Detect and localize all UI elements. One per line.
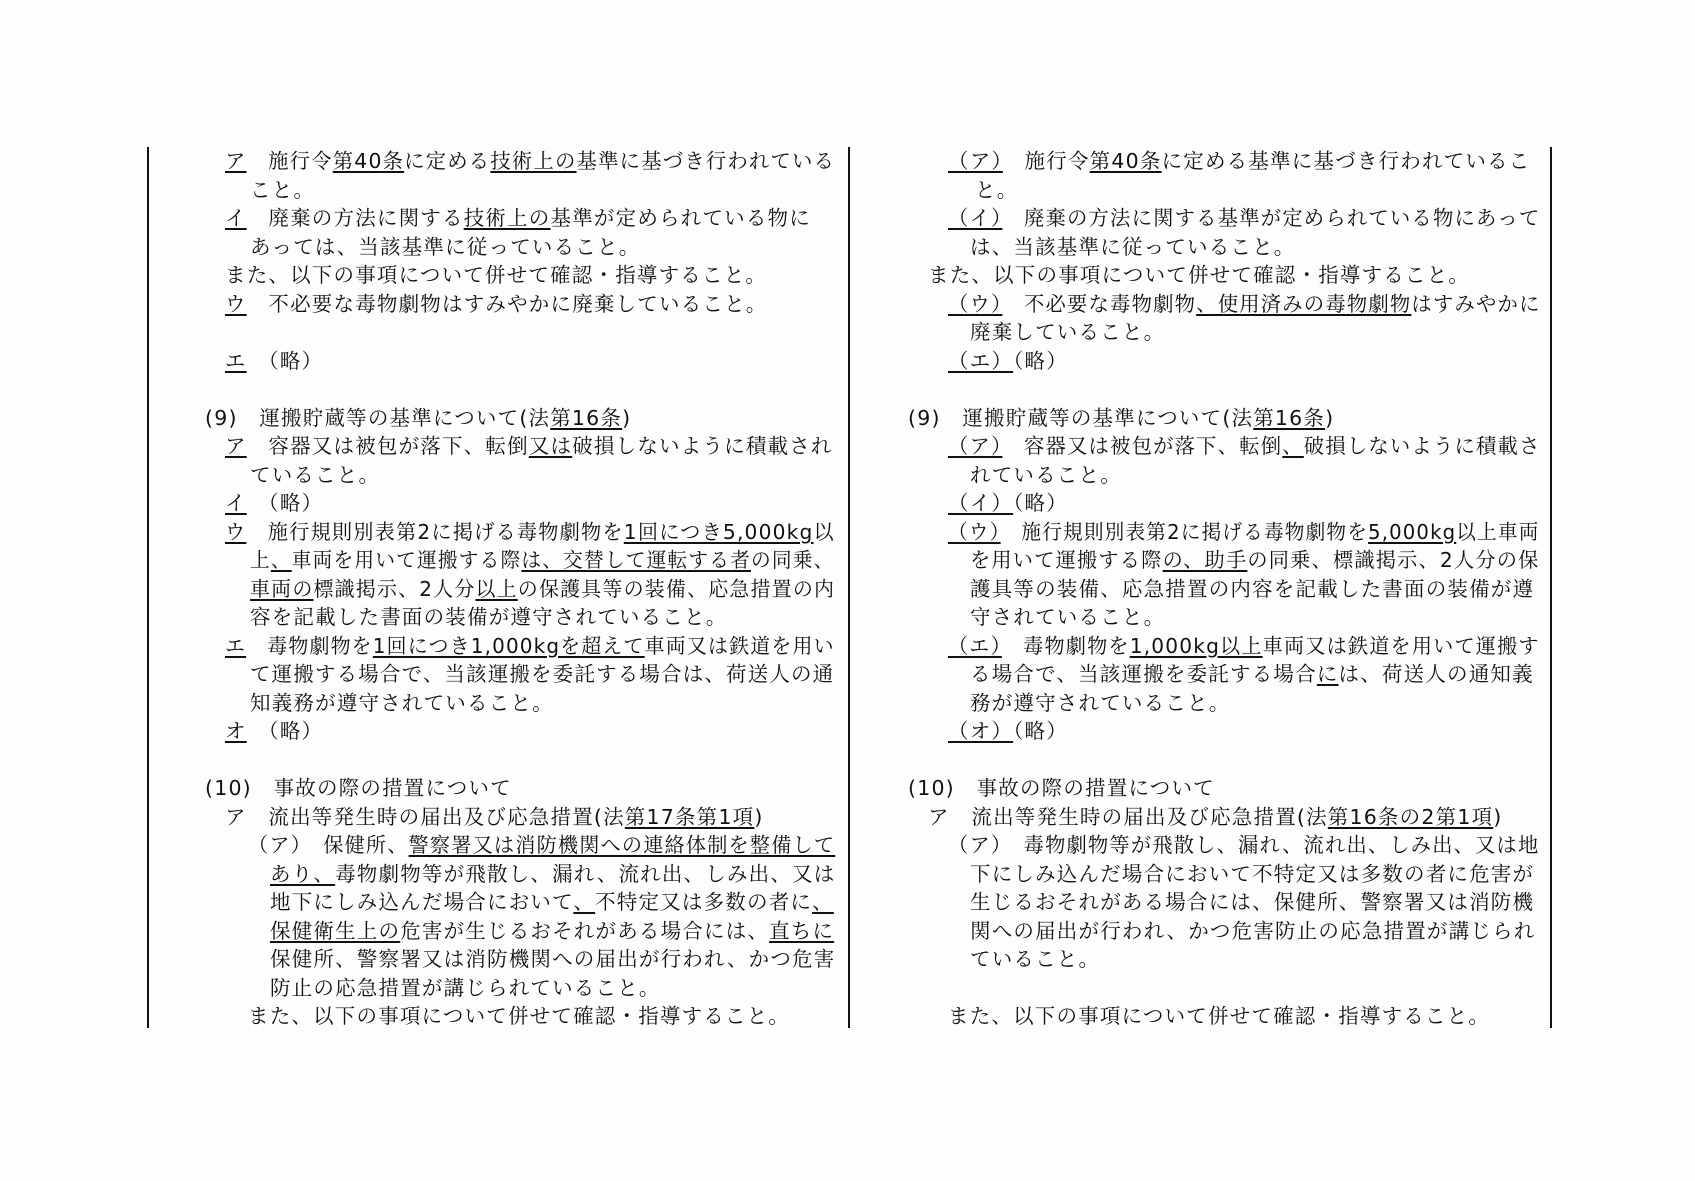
text-line bbox=[205, 774, 512, 802]
amended-text-underlined: （オ） bbox=[948, 719, 1014, 743]
text-segment: こと。 bbox=[250, 177, 316, 202]
text-line bbox=[970, 233, 1296, 261]
text-line bbox=[970, 860, 1534, 888]
text-segment: また、以下の事項について併せて確認・指導すること。 bbox=[928, 263, 1471, 287]
text-segment: 不特定又は多数の者に bbox=[595, 890, 813, 914]
text-line bbox=[970, 461, 1122, 489]
amended-text-underlined: （イ） bbox=[948, 206, 1003, 230]
text-line bbox=[250, 546, 835, 574]
amended-text-underlined: 第16条の2第1項 bbox=[1327, 804, 1494, 829]
amended-text-underlined: 警察署又は消防機関への連絡体制を整備して bbox=[408, 833, 836, 857]
amended-text-underlined: エ bbox=[225, 348, 247, 373]
text-line bbox=[250, 176, 315, 204]
text-segment: 以上車両 bbox=[1456, 519, 1540, 544]
amended-text-underlined: 直ちに bbox=[769, 918, 835, 943]
text-segment: (10) 事故の際の措置について bbox=[908, 776, 1215, 800]
amended-text-underlined: ア bbox=[225, 434, 247, 458]
amended-text-underlined: 5,000kg bbox=[1368, 519, 1457, 544]
text-segment: 基準が定められている物に bbox=[550, 206, 811, 230]
text-line bbox=[948, 1002, 1490, 1030]
text-segment: 容器又は被包が落下、転倒 bbox=[246, 434, 529, 458]
text-segment: 不必要な毒物劇物 bbox=[1002, 291, 1197, 316]
amended-text-underlined: （ウ） bbox=[948, 519, 1001, 544]
amended-text-underlined: ウ bbox=[225, 519, 247, 544]
text-segment: ) bbox=[1493, 804, 1503, 829]
text-line bbox=[908, 404, 1334, 432]
text-line bbox=[248, 1002, 790, 1030]
amended-text-underlined: イ bbox=[225, 206, 247, 230]
amended-text-underlined: エ bbox=[225, 633, 247, 658]
text-segment: と。 bbox=[975, 177, 1019, 202]
amended-text-underlined: （ウ） bbox=[948, 291, 1003, 316]
amended-text-underlined: 、 bbox=[1282, 434, 1304, 458]
text-line bbox=[270, 917, 834, 945]
text-segment: （ア） 保健所、 bbox=[248, 833, 409, 857]
text-line bbox=[225, 632, 835, 660]
text-line bbox=[970, 318, 1165, 346]
text-segment: 廃棄の方法に関する bbox=[246, 206, 464, 230]
text-line bbox=[225, 518, 835, 546]
text-segment: はすみやかに bbox=[1411, 291, 1541, 316]
text-segment: 危害が生じるおそれがある場合には、 bbox=[400, 918, 770, 943]
text-line bbox=[948, 518, 1540, 546]
text-segment: に定める基準に基づき行われているこ bbox=[1161, 149, 1531, 173]
amended-text-underlined: 車両の bbox=[250, 576, 314, 601]
text-segment: あっては、当該基準に従っていること。 bbox=[250, 234, 641, 259]
text-line bbox=[250, 233, 640, 261]
text-line bbox=[928, 803, 1502, 831]
text-segment: 上 bbox=[250, 548, 271, 572]
text-segment: 務が遵守されていること。 bbox=[970, 690, 1231, 715]
text-segment: 以 bbox=[813, 519, 835, 544]
text-line bbox=[970, 917, 1535, 945]
text-line bbox=[975, 176, 1018, 204]
text-line bbox=[225, 347, 323, 375]
amended-text-underlined: 保健衛生上の bbox=[270, 918, 401, 943]
text-segment: 施行規則別表第2に掲げる毒物劇物を bbox=[246, 519, 624, 544]
text-segment: 車両を用いて運搬する際 bbox=[291, 548, 522, 572]
text-segment: の同乗、標識掲示、2人分の保 bbox=[1247, 548, 1540, 572]
text-segment: 毒物劇物等が飛散し、漏れ、流れ出、しみ出、又は bbox=[335, 861, 836, 886]
text-line bbox=[970, 575, 1534, 603]
text-segment: （略） bbox=[246, 719, 324, 743]
amended-text-underlined: 以上 bbox=[475, 576, 518, 601]
text-line bbox=[948, 204, 1540, 232]
text-line bbox=[970, 888, 1534, 916]
text-segment: 廃棄の方法に関する基準が定められている物にあって bbox=[1002, 206, 1541, 230]
text-segment: ア 流出等発生時の届出及び応急措置(法 bbox=[928, 804, 1328, 829]
text-segment: 施行令 bbox=[246, 149, 333, 173]
text-line bbox=[948, 290, 1541, 318]
text-line bbox=[225, 803, 764, 831]
amended-text-underlined: 、 bbox=[812, 890, 834, 914]
text-segment: 破損しないように積載さ bbox=[1303, 434, 1541, 458]
text-line bbox=[250, 660, 834, 688]
text-segment: 容器又は被包が落下、転倒 bbox=[1002, 434, 1283, 458]
text-segment: また、以下の事項について併せて確認・指導すること。 bbox=[948, 1004, 1491, 1028]
text-segment: ていること。 bbox=[250, 462, 381, 487]
text-segment: 標識掲示、2人分 bbox=[313, 576, 476, 601]
amended-text-underlined: 技術上の bbox=[490, 149, 577, 173]
text-segment: (9) 運搬貯蔵等の基準について(法 bbox=[908, 405, 1254, 430]
amended-text-underlined: オ bbox=[225, 719, 247, 743]
text-segment: また、以下の事項について併せて確認・指導すること。 bbox=[225, 263, 768, 287]
text-line bbox=[270, 974, 661, 1002]
text-segment: （略） bbox=[1013, 348, 1068, 373]
text-line bbox=[270, 860, 835, 888]
text-segment: (9) 運搬貯蔵等の基準について(法 bbox=[205, 405, 551, 430]
amended-text-underlined: は、交替して運転する者 bbox=[521, 548, 752, 572]
text-line bbox=[948, 831, 1539, 859]
text-segment: れていること。 bbox=[970, 462, 1122, 487]
text-line bbox=[225, 717, 323, 745]
right-border-line bbox=[1550, 147, 1552, 1028]
text-segment: て運搬する場合で、当該運搬を委託する場合は、荷送人の通 bbox=[250, 662, 835, 686]
text-segment: ) bbox=[754, 804, 764, 829]
amended-text-underlined: ウ bbox=[225, 291, 247, 316]
text-line bbox=[970, 603, 1165, 631]
text-segment: 守されていること。 bbox=[970, 605, 1166, 629]
text-segment: （略） bbox=[246, 491, 324, 515]
text-segment: の同乗、 bbox=[751, 548, 835, 572]
text-line bbox=[970, 546, 1540, 574]
text-segment: 地下にしみ込んだ場合において bbox=[270, 890, 574, 914]
amended-text-underlined: （イ） bbox=[948, 491, 1014, 515]
text-segment: 廃棄していること。 bbox=[970, 320, 1166, 344]
text-line bbox=[948, 489, 1068, 517]
amended-text-underlined: （エ） bbox=[948, 348, 1014, 373]
text-segment: 毒物劇物を bbox=[1001, 633, 1130, 658]
text-segment: 不必要な毒物劇物はすみやかに廃棄していること。 bbox=[246, 291, 768, 316]
amended-text-underlined: あり、 bbox=[270, 861, 336, 886]
amended-text-underlined: （エ） bbox=[948, 633, 1002, 658]
amended-text-underlined: ア bbox=[225, 149, 247, 173]
text-segment: (10) 事故の際の措置について bbox=[205, 776, 512, 800]
text-line bbox=[248, 831, 835, 859]
amended-text-underlined: （ア） bbox=[948, 149, 1003, 173]
text-line bbox=[225, 204, 811, 232]
text-segment: の保護具等の装備、応急措置の内 bbox=[517, 576, 836, 601]
text-line bbox=[225, 489, 323, 517]
text-line bbox=[948, 347, 1068, 375]
text-segment: 護具等の装備、応急措置の内容を記載した書面の装備が遵 bbox=[970, 576, 1535, 601]
text-segment: ) bbox=[1325, 405, 1335, 430]
text-line bbox=[225, 147, 835, 175]
amended-text-underlined: 、 bbox=[573, 890, 596, 914]
text-line bbox=[225, 432, 833, 460]
text-line bbox=[970, 660, 1534, 688]
text-line bbox=[948, 147, 1530, 175]
text-segment: 基準に基づき行われている bbox=[576, 149, 836, 173]
text-segment: また、以下の事項について併せて確認・指導すること。 bbox=[248, 1004, 791, 1028]
text-segment: ていること。 bbox=[970, 947, 1101, 971]
text-segment: は、当該基準に従っていること。 bbox=[970, 234, 1296, 259]
text-segment: 施行規則別表第2に掲げる毒物劇物を bbox=[1000, 519, 1369, 544]
center-divider-line bbox=[848, 147, 850, 1028]
amended-text-underlined: 、使用済みの毒物劇物 bbox=[1196, 291, 1412, 316]
text-line bbox=[270, 888, 834, 916]
text-segment: を用いて運搬する際 bbox=[970, 548, 1163, 572]
text-segment: 防止の応急措置が講じられていること。 bbox=[270, 975, 661, 1000]
text-segment: 車両又は鉄道を用いて運搬す bbox=[1262, 633, 1540, 658]
text-line bbox=[948, 717, 1068, 745]
text-segment: （略） bbox=[1013, 491, 1068, 515]
text-line bbox=[250, 689, 554, 717]
text-line bbox=[250, 575, 835, 603]
amended-text-underlined: 1回につき1,000kgを超えて bbox=[372, 633, 645, 658]
amended-text-underlined: 第16条 bbox=[550, 405, 623, 430]
text-segment: 容を記載した書面の装備が遵守されていること。 bbox=[250, 605, 728, 629]
text-line bbox=[948, 432, 1541, 460]
amended-text-underlined: の、助手 bbox=[1162, 548, 1248, 572]
amended-text-underlined: 、 bbox=[270, 548, 292, 572]
text-segment: 下にしみ込んだ場合において不特定又は多数の者に危害が bbox=[970, 861, 1535, 886]
amended-text-underlined: 1回につき5,000kg bbox=[623, 519, 814, 544]
text-line bbox=[970, 689, 1230, 717]
text-line bbox=[225, 261, 767, 289]
text-segment: 保健所、警察署又は消防機関への届出が行われ、かつ危害 bbox=[270, 947, 836, 971]
text-segment: （略） bbox=[246, 348, 324, 373]
amended-text-underlined: 1,000kg以上 bbox=[1129, 633, 1263, 658]
text-line bbox=[250, 603, 727, 631]
text-line bbox=[948, 632, 1540, 660]
text-line bbox=[250, 461, 380, 489]
amended-text-underlined: 第16条 bbox=[1253, 405, 1326, 430]
amended-text-underlined: （ア） bbox=[948, 434, 1003, 458]
text-segment: 生じるおそれがある場合には、保健所、警察署又は消防機 bbox=[970, 890, 1535, 914]
text-segment: ) bbox=[622, 405, 632, 430]
text-segment: ア 流出等発生時の届出及び応急措置(法 bbox=[225, 804, 625, 829]
text-segment: 破損しないように積載され bbox=[572, 434, 833, 458]
text-segment: る場合で、当該運搬を委託する場合 bbox=[970, 662, 1317, 686]
amended-text-underlined: に bbox=[1316, 662, 1339, 686]
text-segment: 知義務が遵守されていること。 bbox=[250, 690, 554, 715]
text-line bbox=[270, 945, 835, 973]
text-segment: （ア） 毒物劇物等が飛散し、漏れ、流れ出、しみ出、又は地 bbox=[948, 833, 1540, 857]
text-line bbox=[908, 774, 1215, 802]
left-border-line bbox=[147, 147, 149, 1028]
text-segment: （略） bbox=[1013, 719, 1068, 743]
amended-text-underlined: 第40条 bbox=[1089, 149, 1162, 173]
text-segment: は、荷送人の通知義 bbox=[1338, 662, 1534, 686]
text-line bbox=[970, 945, 1100, 973]
amended-text-underlined: 第40条 bbox=[332, 149, 405, 173]
amended-text-underlined: 技術上の bbox=[463, 206, 551, 230]
amended-text-underlined: 又は bbox=[528, 434, 573, 458]
amended-text-underlined: 第17条第1項 bbox=[624, 804, 755, 829]
text-segment: 施行令 bbox=[1002, 149, 1090, 173]
text-segment: 毒物劇物を bbox=[246, 633, 373, 658]
text-segment: に定める bbox=[404, 149, 491, 173]
amended-text-underlined: イ bbox=[225, 491, 247, 515]
text-line bbox=[928, 261, 1470, 289]
text-segment: 関への届出が行われ、かつ危害防止の応急措置が講じられ bbox=[970, 918, 1536, 943]
text-segment: 車両又は鉄道を用い bbox=[644, 633, 835, 658]
text-line bbox=[205, 404, 631, 432]
text-line bbox=[225, 290, 768, 318]
